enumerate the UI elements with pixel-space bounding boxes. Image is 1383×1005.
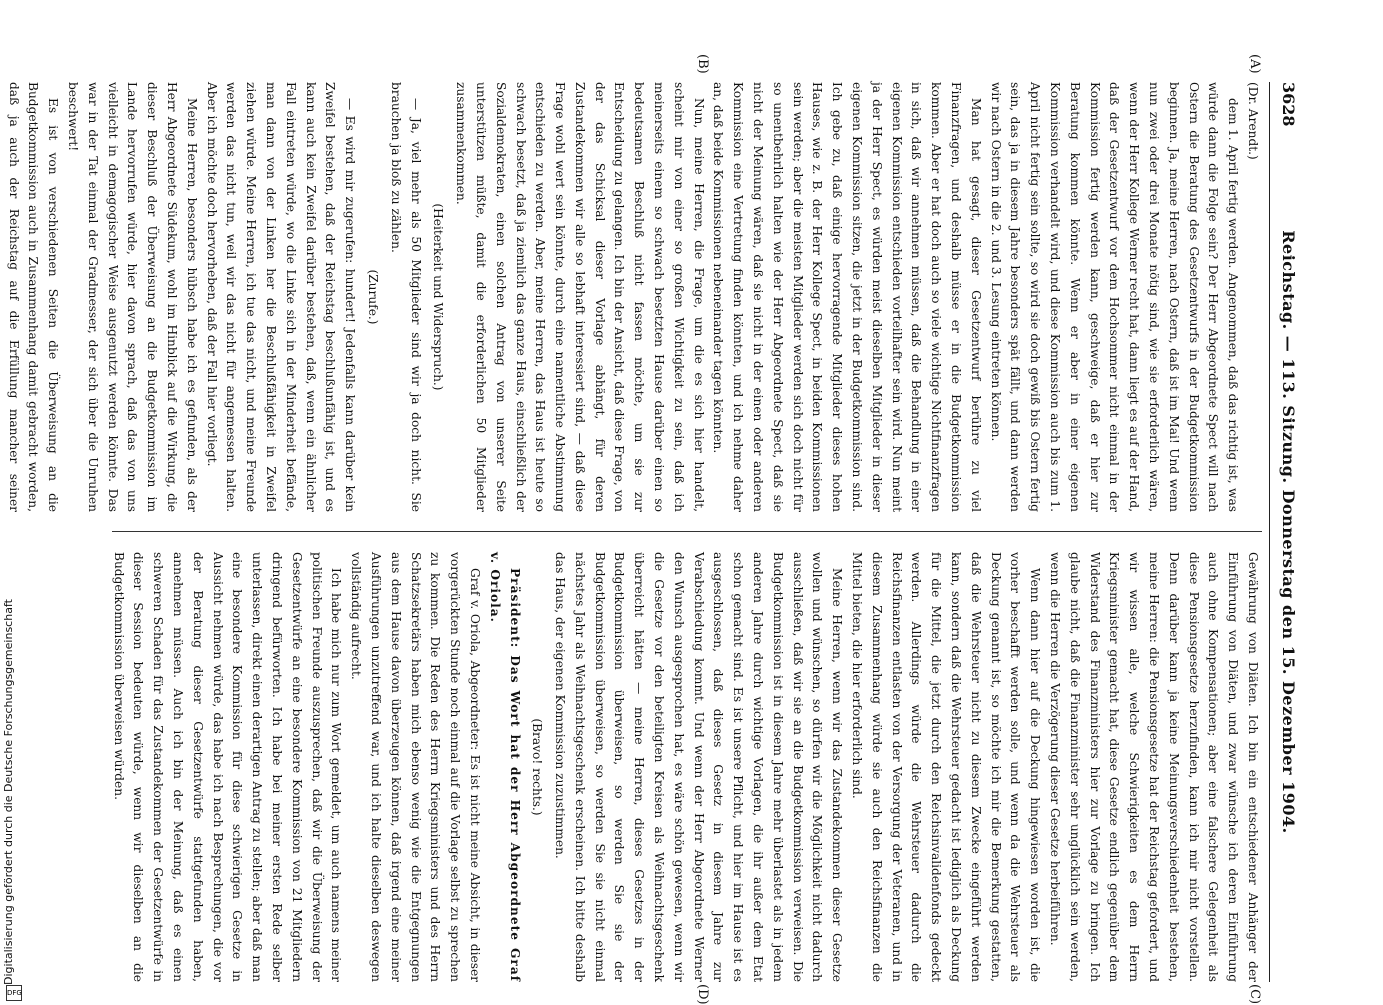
interjection: (Bravo! rechts.) <box>530 718 545 816</box>
margin-mark-a: (A) <box>1247 54 1262 74</box>
margin-mark-c: (C) <box>1247 984 1262 1005</box>
paragraph: Wenn dann hier auf die Deckung hingewiesen worden ist, die vorher beschafft werden solle, und wenn da die Wehrsteuer als Deckung genannt ist, so möchte ich mir die Bemerkung gestatten, daß die Wehrsteuer nicht zu diesem Zwecke eingeführt werden kann, sondern daß die Wehrsteuer gedacht ist lediglich als Deckung für die Mittel, die jetzt durch den Reichsinvalidenfonds gedeckt werden. Allerdings würde die Wehrsteuer dadurch die Reichsfinanzen entlasten von der Versorgung der Veteranen, und in diesem Zusammenhang würde sie auch den Reichsfinanzen die Mittel bieten, die hier erforderlich sind. <box>850 552 1043 982</box>
paragraph: — Es wird mir zugerufen: hundert! Jedenfalls kann darüber kein Zweifel bestehen, daß der Reichstag beschlußunfähig ist, und es kann auch kein Zweifel darüber bestehen, daß, wenn ein ähnlicher Fall eintreten würde, wo die Linke sich in der Minderheit befände, man dann von der Linken her die Beschlußfähigkeit in Zweifel ziehen würde. Meine Herren, ich tue das nicht, und meine Freunde werden das nicht tun, weil wir das nicht für angemessen halten. Aber ich möchte doch hervorheben, daß der Fall hier vorliegt. <box>204 82 358 512</box>
paragraph: Man hat gesagt, dieser Gesetzentwurf berühre zu viel Finanzfragen, und deshalb müsse er in die Budgetkommission kommen. Aber er hat doch auch so viele wichtige Nichtfinanzfragen in sich, daß wir annehmen müssen, daß die Behandlung in einer eigenen Kommission entschieden vorteilhafter sein wird. Nun meint ja der Herr Spect, es würden meist dieselben Mitglieder in dieser eigenen Kommission sitzen, die jetzt in der Budgetkommission sind. Ich gebe zu, daß einige hervorragende Mitglieder dieses hohen Hauses, wie z. B. der Herr Kollege Spect, in beiden Kommissionen sein werden; aber die meisten Mitglieder werden sich doch nicht für so unentbehrlich halten wie der Herr Abgeordnete Spect, daß sie nicht der Meinung wären, daß sie nicht in der einen oder anderen Kommission eine Vertretung finden könnten, und ich nehme daher an, daß beide Kommissionen nebeneinander tagen könnten. <box>711 82 983 512</box>
president-remark: Präsident: Das Wort hat der Herr Abgeordnete Graf v. Oriola. <box>487 552 522 982</box>
page-number: 3628 <box>1279 82 1298 127</box>
paragraph: Es ist von verschiedenen Seiten die Überweisung an die Budgetkommission auch in Zusammenhang damit gebracht worden, daß ja auch der Reichstag auf die Erfüllung mancher seiner <box>6 82 61 512</box>
dfg-logo: DFG <box>6 985 22 1001</box>
column-divider <box>112 531 1262 532</box>
paragraph: dem 1. April fertig werden. Angenommen, daß das richtig ist, was würde dann die Folge sein? Der Herr Abgeordnete Spect will nach Ostern die Beratung des Gesetzentwurfs in der Budgetkommission beginnen. Ja, meine Herren, nach Ostern, daß ist im Mai! Und wenn nun zwei oder drei Monate nötig sind, wie sie erforderlich wären, wenn der Herr Kollege Werner recht hat, dann liegt es auf der Hand, daß der Gesetzentwurf vor dem Hochsommer nicht einmal in der Kommission fertig werden kann, geschweige, daß er hier zur Beratung kommen könnte. Wenn er aber in einer eigenen Kommission verhandelt wird, und diese Kommission auch bis zum 1. April nicht fertig sein sollte, so wird sie doch gewiß bis Ostern fertig sein, das ja in diesem Jahre besonders spät fällt, und dann werden wir nach Ostern in die 2. und 3. Lesung eintreten können. <box>988 82 1241 512</box>
page-title: Reichstag. — 113. Sitzung. Donnerstag den 15. Dezember 1904. <box>1279 230 1298 834</box>
right-column <box>108 552 1262 982</box>
speaker-tag: (Dr. Arendt.) <box>1246 82 1260 160</box>
paragraph: Gewährung von Diäten. Ich bin ein entschiedener Anhänger der Einführung von Diäten, und zwar wünsche ich deren Einführung auch ohne Kompensationen; aber eine falschere Gelegenheit als diese Pensionsgesetze herzufinden, kann ich mir nicht vorstellen. Denn darüber kann ja keine Meinungsverschiedenheit bestehen, meine Herren: die Pensionsgesetze hat der Reichstag gefordert, und wir wissen alle, welche Schwierigkeiten es dem Herrn Kriegsminister gemacht hat, diese Gesetze endlich gegenüber dem Widerstand des Finanzministers hier zur Vorlage zu bringen. Ich glaube nicht, daß die Finanzminister sehr unglücklich sein werden, wenn die Herren die Verzögerung dieser Gesetze herbeiführen. <box>1048 552 1260 982</box>
margin-mark-d: (D) <box>695 984 710 1005</box>
digitization-credit: Digitalisierung gefördert durch die Deutsche Forschungsgemeinschaft <box>2 599 15 985</box>
interjection: (Zurufe.) <box>365 269 380 325</box>
page-header <box>1269 82 1300 982</box>
paragraph: — Ja, viel mehr als 50 Mitglieder sind wir ja doch nicht. Sie brauchen ja bloß zu zählen. <box>388 82 423 512</box>
left-column <box>0 82 1262 512</box>
paragraph: Nun, meine Herren, die Frage, um die es sich hier handelt, scheint mir von einer so großen Wichtigkeit zu sein, daß ich meinerseits einem so schwach besetzten Hause darüber einen so bedeutsamen Beschluß nicht fassen möchte, um sie zur Entscheidung zu gelangen. Ich bin der Ansicht, daß diese Frage, von der das Schicksal dieser Vorlage abhängt, für deren Zustandekommen wir alle so lebhaft interessiert sind, — daß diese Frage wohl wert sein könnte, durch eine namentliche Abstimmung entschieden zu werden. Aber, meine Herren, das Haus ist heute so schwach besetzt, daß ja ziemlich das ganze Haus, einschließlich der Sozialdemokraten, einen solchen Antrag von unserer Seite unterstützen müßte, damit die erforderlichen 50 Mitglieder zusammenkommen. <box>454 82 706 512</box>
paragraph: Meine Herren, wenn wir das Zustandekommen dieser Gesetze wollen und wünschen, so dürfen wir die Möglichkeit nicht dadurch ausschließen, daß wir sie an die Budgetkommission verweisen. Die Budgetkommission ist in diesem Jahre mehr überlastet als in jedem anderen Jahre durch wichtige Vorlagen, die ihr außer dem Etat schon gemacht sind. Es ist unsere Pflicht, und hier im Hause ist es ausgeschlossen, daß dieses Gesetz in diesem Jahre zur Verabschiedung kommt. Und wenn der Herr Abgeordnete Werner den Wunsch ausgesprochen hat, es wäre schön gewesen, wenn wir die Gesetze vor den beteiligten Kreisen als Weihnachtsgeschenk überreicht hätten — meine Herren, dieses Gesetzes in der Budgetkommission überweisen, so werden Sie sie der Budgetkommission überweisen, so werden Sie sie nicht einmal nächstes Jahr als Weihnachtsgeschenk erscheinen. Ich bitte deshalb das Haus, der eigenen Kommission zuzustimmen. <box>553 552 845 982</box>
paragraph: Graf v. Oriola, Abgeordneter: Es ist nicht meine Absicht, in dieser vorgerückten Stunde noch einmal auf die Vorlage selbst zu sprechen zu kommen. Die Reden des Herrn Kriegsministers und des Herrn Schatzsekretärs haben mich ebenso wenig wie die Entgegnungen aus dem Hause davon überzeugen können, daß irgend eine meiner Ausführungen unzutreffend war, und ich halte dieselben deswegen vollständig aufrecht. <box>349 552 482 982</box>
interjection: (Heiterkeit und Widerspruch.) <box>431 203 446 391</box>
paragraph: Meine Herren, besonders hübsch habe ich es gefunden, als der Herr Abgeordnete Südekum, wohl im Hinblick auf die Wirkung, die dieser Beschluß der Überweisung an die Budgetkommission im Lande hervorrufen würde, hier davon sprach, daß das von uns vielleicht in demagogischer Weise ausgenutzt werden könnte. Das war in der Tat einmal der Gradmesser, der sich über die Unruhen beschwert! <box>65 82 199 512</box>
paragraph: Ich habe mich nur zum Wort gemeldet, um auch namens meiner politischen Freunde auszusprechen, daß wir die Überweisung der Gesetzentwürfe an eine besondere Kommission von 21 Mitgliedern dringend befürworten. Ich habe bei meiner ersten Rede selber unterlassen, direkt einen derartigen Antrag zu stellen; aber daß man eine besondere Kommission für diese schwierigen Gesetze in Aussicht nehmen würde, das habe ich nach Besprechungen, die vor der Beratung dieser Gesetzentwürfe stattgefunden haben, annehmen müssen. Auch ich bin der Meinung, daß es einen schweren Schaden für das Zustandekommen der Gesetzentwürfe in dieser Session bedeuten würde, wenn wir dieselben an die Budgetkommission überweisen würden. <box>111 552 344 982</box>
margin-mark-b: (B) <box>695 54 710 74</box>
